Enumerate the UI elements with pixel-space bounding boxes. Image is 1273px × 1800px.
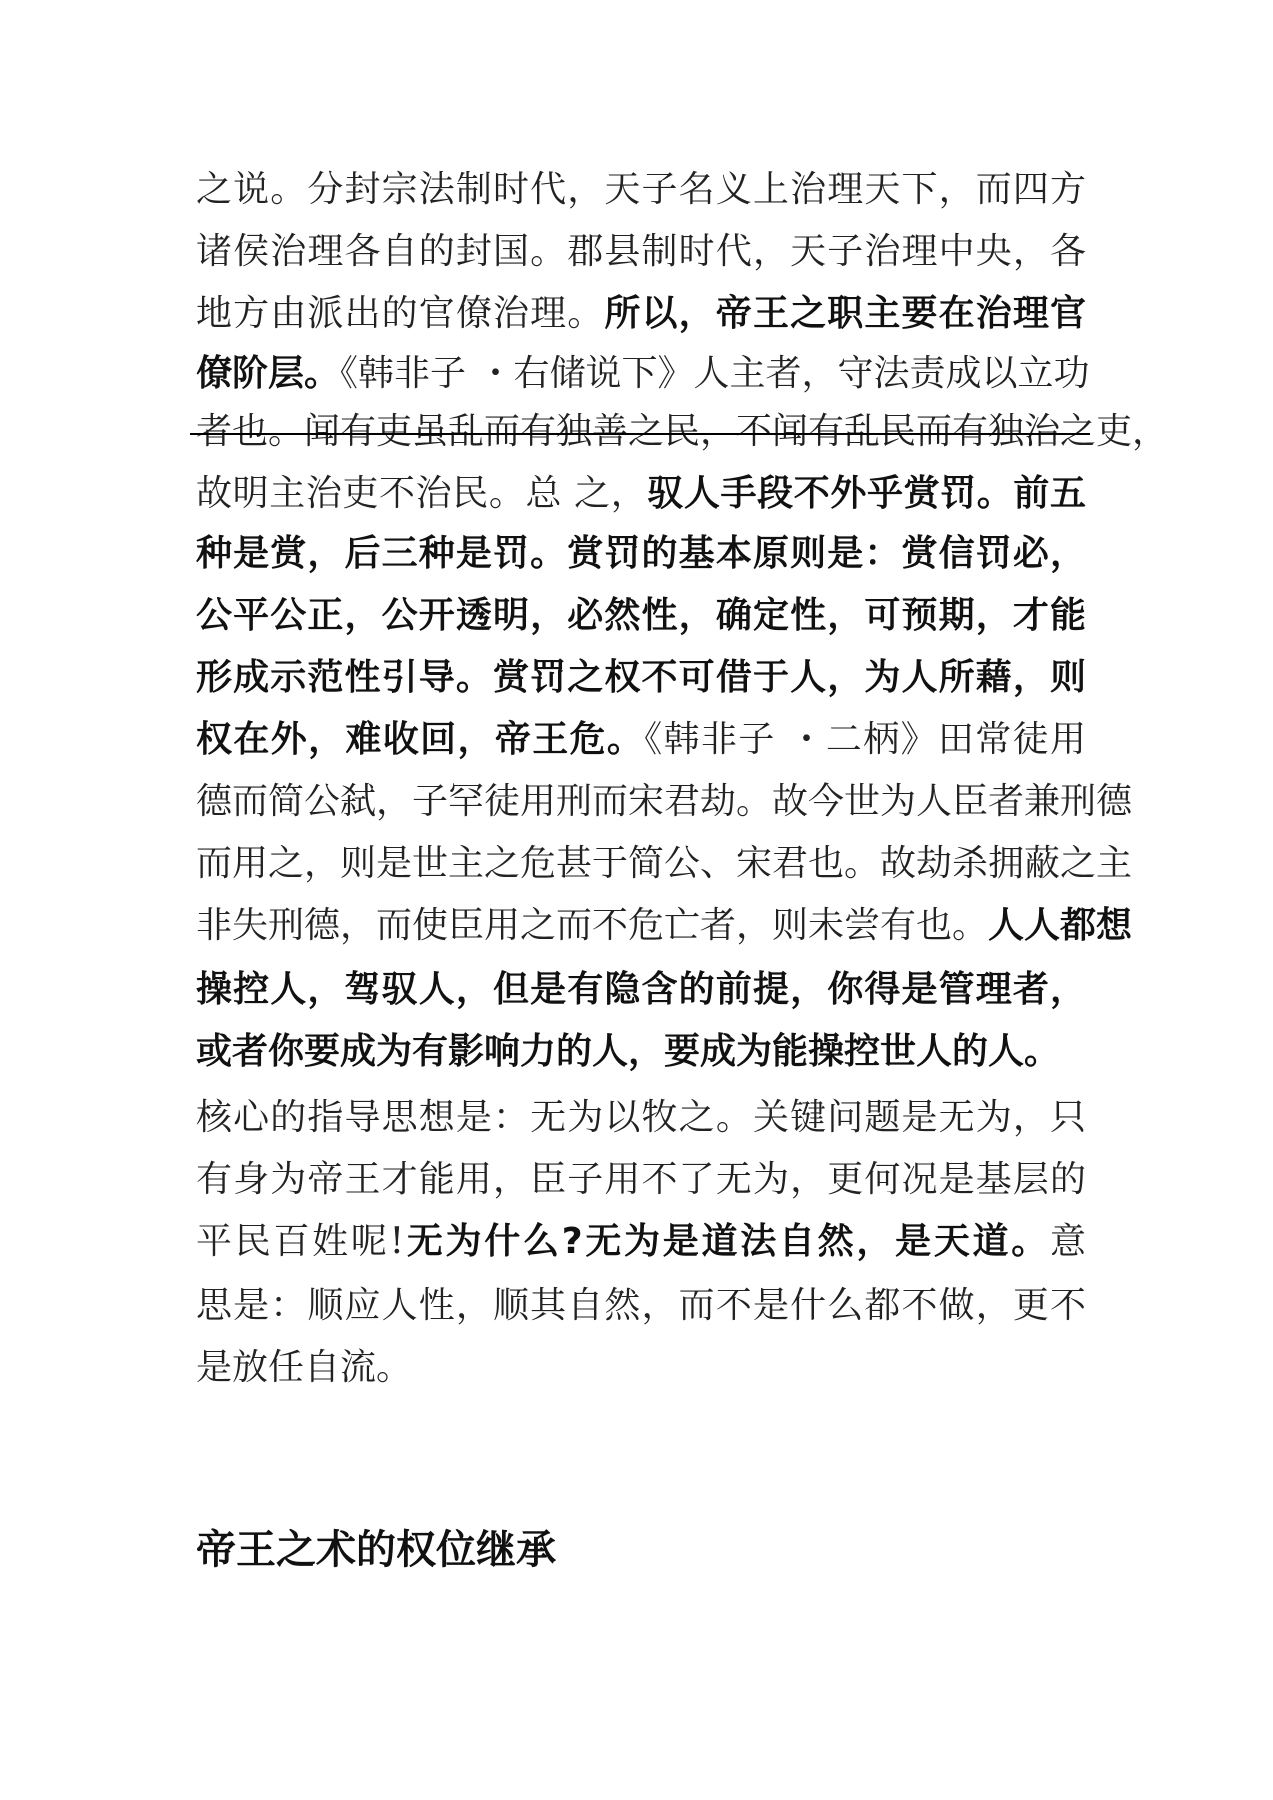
- bold-text-segment: 或者你要成为有影响力的人，要成为能操控世人的人。: [196, 1031, 1061, 1072]
- text-segment: 地方由派出的官僚治理。: [196, 293, 605, 334]
- bold-text-segment: 形成示范性引导。赏罚之权不可借于人，为人所藉，则: [196, 657, 1086, 698]
- text-segment: 思是：顺应人性，顺其自然，而不是什么都不做，更不: [196, 1285, 1086, 1326]
- text-segment: 有身为帝王才能用，臣子用不了无为，更何况是基层的: [196, 1159, 1086, 1200]
- bold-text-segment: 人人都想: [988, 905, 1133, 946]
- text-line: [196, 894, 1133, 958]
- text-segment: 而用之，则是世主之危甚于简公、宋君也。故劫杀拥蔽之主: [196, 843, 1133, 884]
- text-line: [196, 400, 1169, 464]
- text-segment: 非失刑德，而使臣用之而不危亡者，则未尝有也。: [196, 905, 989, 946]
- text-line: [196, 1210, 1086, 1274]
- bold-text-segment: 种是赏，后三种是罚。赏罚的基本原则是：赏信罚必，: [196, 533, 1086, 574]
- text-segment: 诸侯治理各自的封国。郡县制时代，天子治理中央，各: [196, 231, 1086, 272]
- text-segment: 平民百姓呢!: [196, 1221, 405, 1262]
- text-line: [196, 342, 1090, 406]
- text-line: [196, 832, 1133, 896]
- section-heading: 帝王之术的权位继承: [196, 1527, 556, 1573]
- text-line: [196, 1086, 1086, 1150]
- text-line: [196, 282, 1086, 346]
- horizontal-rule: [190, 433, 1090, 435]
- text-segment: 意: [1050, 1221, 1087, 1262]
- bold-text-segment: 公平公正，公开透明，必然性，确定性，可预期，才能: [196, 595, 1086, 636]
- text-segment: 《韩非子 ・右储说下》人主者，守法责成以立功: [340, 353, 1090, 394]
- text-segment: 核心的指导思想是：无为以牧之。关键问题是无为，只: [196, 1097, 1086, 1138]
- text-line: [196, 1274, 1086, 1338]
- text-segment: 德而简公弑，子罕徒用刑而宋君劫。故今世为人臣者兼刑德: [196, 781, 1133, 822]
- text-segment: 《韩非子 ・二柄》田常徒用: [644, 719, 1086, 760]
- bold-text-segment: 所以，帝王之职主要在治理官: [604, 293, 1086, 334]
- text-line: [196, 1148, 1086, 1212]
- bold-text-segment: 无为什么?无为是道法自然，是天道。: [404, 1221, 1050, 1262]
- text-line: [196, 158, 1086, 222]
- bold-text-segment: 驭人手段不外乎赏罚。前五: [647, 473, 1086, 514]
- text-line: [196, 522, 1086, 586]
- bold-text-segment: 操控人，驾驭人，但是有隐含的前提，你得是管理者，: [196, 969, 1086, 1010]
- text-segment: 之说。分封宗法制时代，天子名义上治理天下，而四方: [196, 169, 1086, 210]
- text-segment: 是放任自流。: [196, 1347, 413, 1388]
- text-line: [196, 1020, 1086, 1084]
- text-line: [196, 958, 1086, 1022]
- bold-text-segment: 僚阶层。: [196, 353, 341, 394]
- text-line: [196, 1336, 1086, 1400]
- text-line: [196, 584, 1086, 648]
- text-segment: 故明主治吏不治民。总 之，: [196, 473, 648, 514]
- text-line: [196, 708, 1086, 772]
- text-line: [196, 646, 1086, 710]
- text-line: [196, 462, 1086, 526]
- text-line: [196, 220, 1086, 284]
- text-segment: 者也。闻有吏虽乱而有独善之民，不闻有乱民而有独治之吏，: [196, 411, 1169, 452]
- bold-text-segment: 权在外，难收回，帝王危。: [196, 719, 645, 760]
- text-line: [196, 770, 1133, 834]
